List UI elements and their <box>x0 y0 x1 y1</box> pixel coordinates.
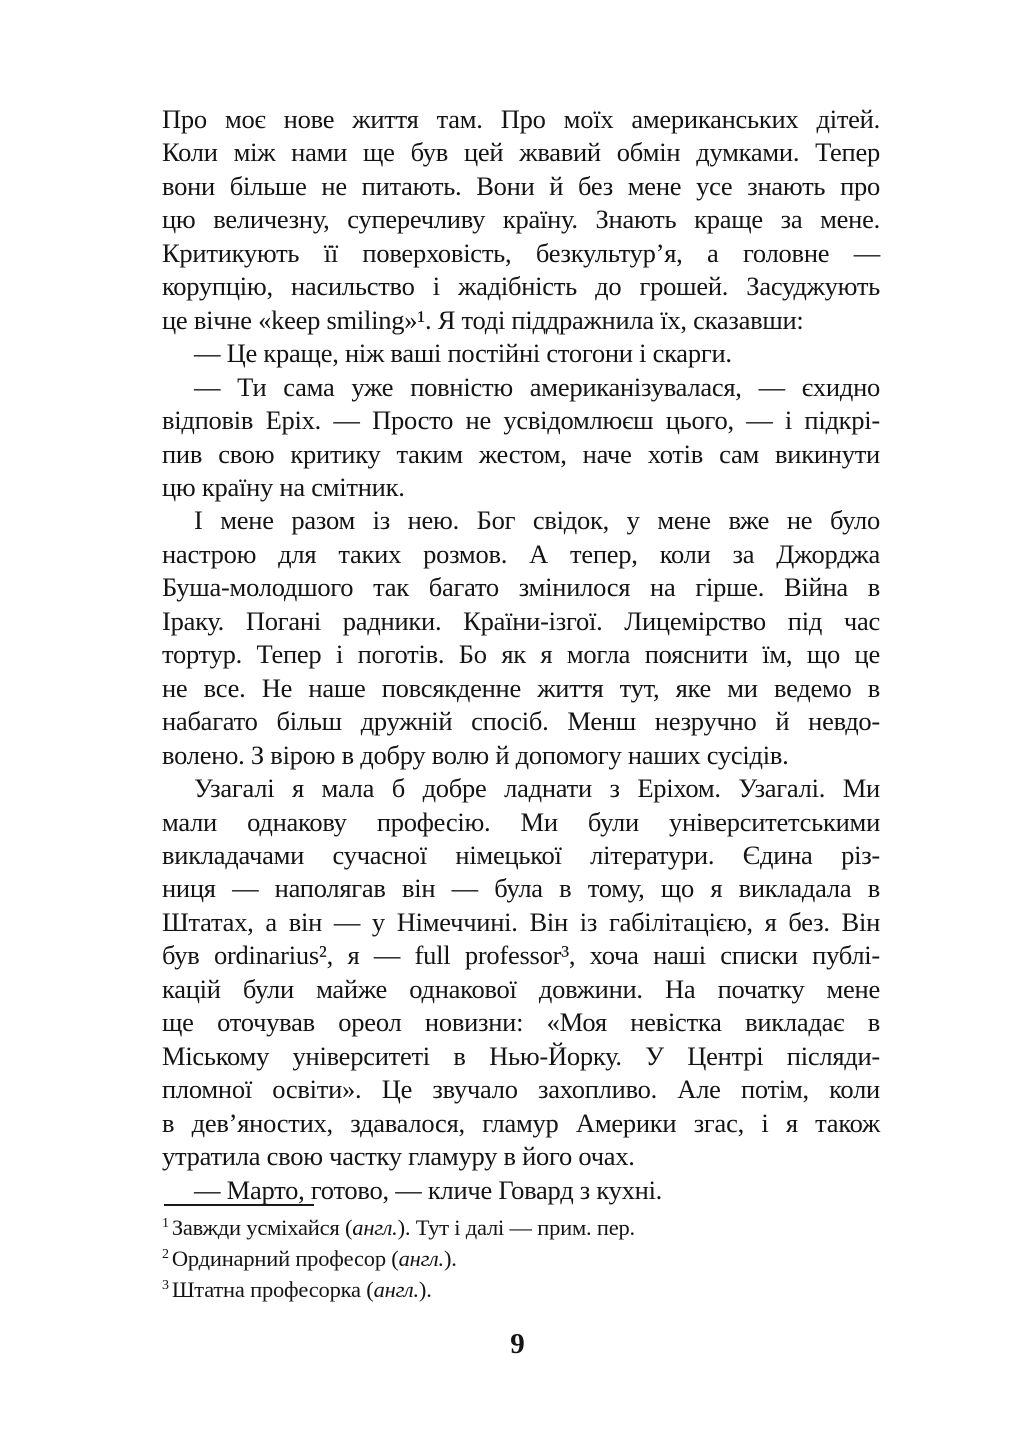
text-line: Про моє нове життя там. Про моїх американських дітей. <box>162 104 880 134</box>
paragraph <box>162 504 880 772</box>
paragraph <box>162 337 880 370</box>
text-line: Узагалі я мала б добре ладнати з Еріхом. Узагалі. Ми <box>194 773 880 804</box>
text-line: корупцію, насильство і жадібність до грошей. Засуджують <box>162 271 880 302</box>
footnote: $^2$ Ординарний професор (англ.). <box>162 1246 457 1271</box>
text-line: настрою для таких розмов. А тепер, коли за Джорджа <box>162 538 880 569</box>
text-line: Іраку. Погані радники. Країни-ізгої. Лицемірство під час <box>162 605 880 636</box>
text-block <box>162 103 880 1207</box>
paragraph <box>162 371 880 505</box>
paragraph <box>162 772 880 1173</box>
text-line: цю величезну, суперечливу країну. Знають краще за мене. <box>162 204 880 235</box>
text-line: вони більше не питають. Вони й без мене усе знають про <box>162 170 880 201</box>
text-line: І мене разом із нею. Бог свідок, у мене вже не було <box>194 505 880 536</box>
text-line: цю країну на смітник. <box>162 471 405 502</box>
footnote: $^3$ Штатна професорка (англ.). <box>162 1277 432 1302</box>
text-line: Критикують її поверховість, безкультур’я, а головне — <box>162 237 880 268</box>
text-line: набагато більш дружній спосіб. Менш незручно й невдо- <box>162 706 880 737</box>
text-line: утратила свою частку гламуру в його очах. <box>162 1141 635 1172</box>
text-line: мали однакову професію. Ми були університетськими <box>162 806 880 837</box>
text-line: — Це краще, ніж ваші постійні стогони і скарги. <box>194 338 732 369</box>
page-number: 9 <box>510 1328 525 1360</box>
paragraph <box>162 1174 880 1207</box>
text-line: Штатах, а він — у Німеччині. Він із габілітацією, я без. Він <box>162 906 880 937</box>
text-line: ниця — наполягав він — була в тому, що я викладала в <box>162 873 880 904</box>
footnote-language-label: англ. <box>398 1246 444 1271</box>
text-line: Буша-молодшого так багато змінилося на гірше. Війна в <box>162 572 880 603</box>
footnote-marker: 3 <box>162 1277 169 1293</box>
text-line: ще оточував ореол новизни: «Моя невістка викладає в <box>162 1007 880 1038</box>
footnotes <box>162 1212 880 1305</box>
footnote-language-label: англ. <box>352 1215 398 1240</box>
footnote-separator <box>164 1204 314 1206</box>
footnote-marker: 1 <box>162 1215 169 1231</box>
text-line: викладачами сучасної німецької літератури. Єдина різ- <box>162 839 880 870</box>
text-line: Міському університеті в Нью-Йорку. У Центрі післяди- <box>162 1040 880 1071</box>
text-line: волено. З вірою в добру волю й допомогу наших сусідів. <box>162 739 789 770</box>
text-line: тортур. Тепер і поготів. Бо як я могла пояснити їм, що це <box>162 639 880 670</box>
text-line: відповів Еріх. — Просто не усвідомлюєш цього, — і підкрі- <box>162 405 880 436</box>
text-line: Коли між нами ще був цей жвавий обмін думками. Тепер <box>162 137 880 168</box>
text-line: — Марто, готово, — кличе Говард з кухні. <box>194 1174 663 1205</box>
text-line: був ordinarius², я — full professor³, хоча наші списки публі- <box>162 940 880 971</box>
footnote-marker: 2 <box>162 1246 169 1262</box>
text-line: кацій були майже однакової довжини. На початку мене <box>162 973 880 1004</box>
footnote: $^1$ Завжди усміхайся (англ.). Тут і далі — прим. пер. <box>162 1215 635 1240</box>
text-line: пломної освіти». Це звучало захопливо. Але потім, коли <box>162 1074 880 1105</box>
paragraph <box>162 103 880 337</box>
text-line: не все. Не наше повсякденне життя тут, яке ми ведемо в <box>162 672 880 703</box>
text-line: в дев’яностих, здавалося, гламур Америки згас, і я також <box>162 1107 880 1138</box>
text-line: це вічне «keep smiling»¹. Я тоді піддражнила їх, сказавши: <box>162 304 804 335</box>
footnote-language-label: англ. <box>373 1277 419 1302</box>
text-line: пив свою критику таким жестом, наче хотів сам викинути <box>162 438 880 469</box>
text-line: — Ти сама уже повністю американізувалася, — єхидно <box>194 371 880 402</box>
